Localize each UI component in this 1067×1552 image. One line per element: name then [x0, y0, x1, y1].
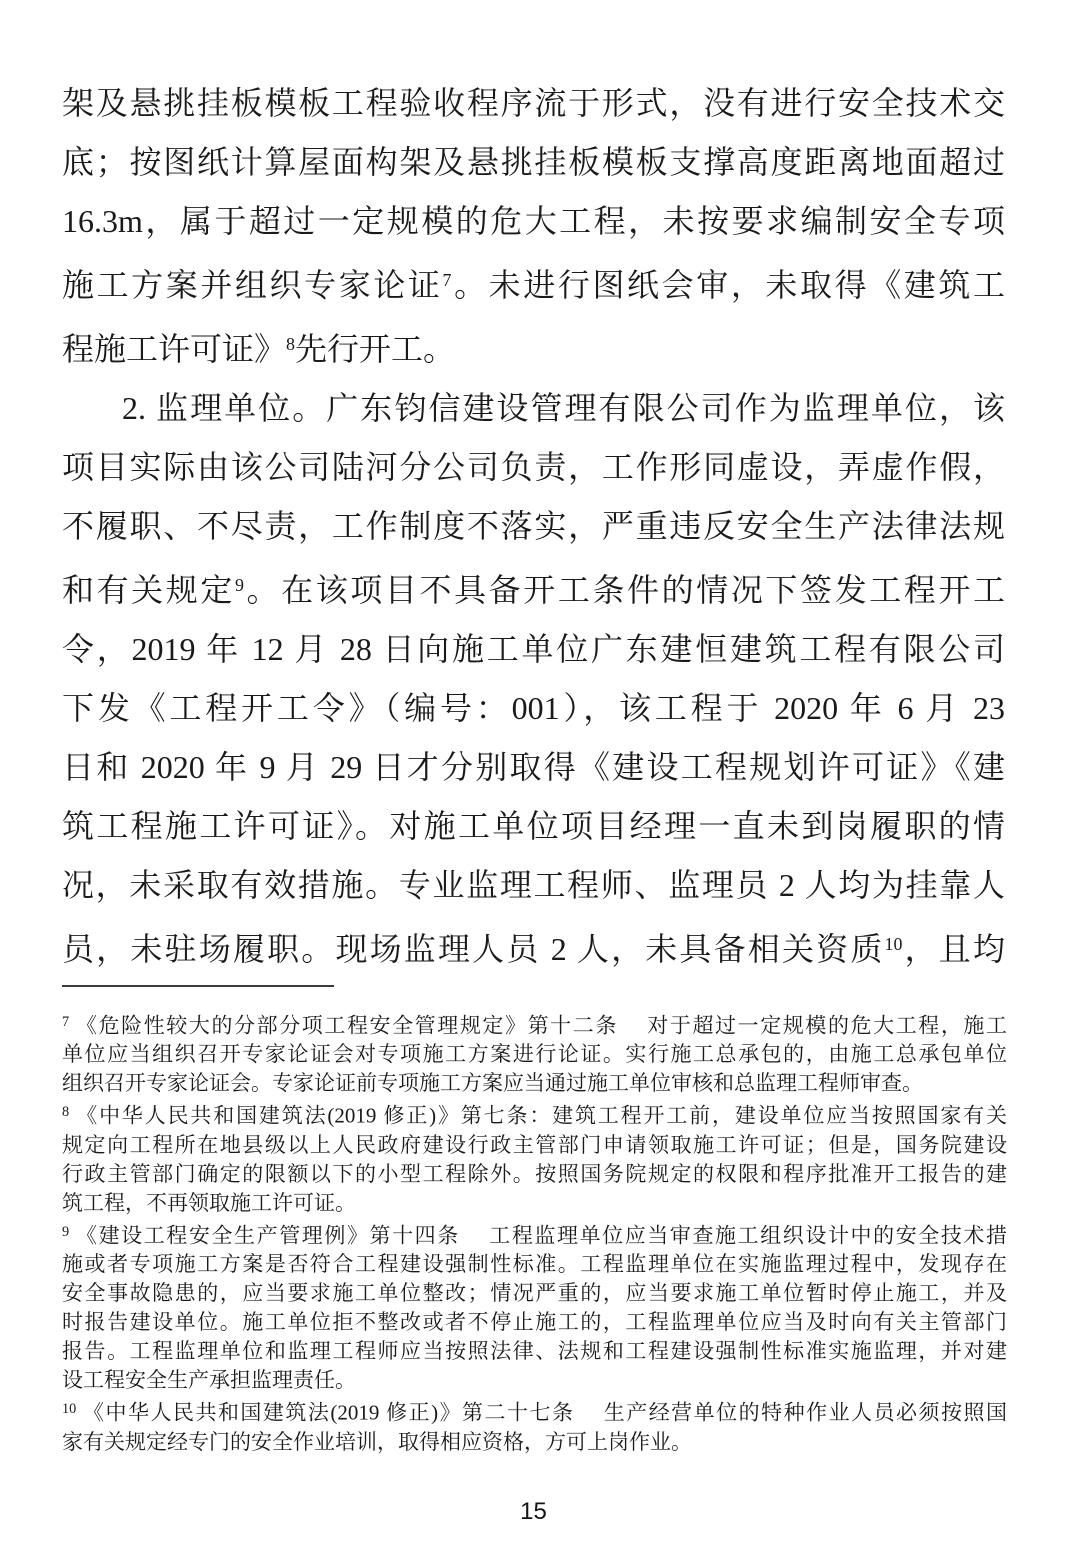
body-text-segment: 下发《工程开工令》（编号：001），该工程于 2020 年 6 月 23: [62, 689, 1005, 726]
footnote-line: 安全事故隐患的，应当要求施工单位整改；情况严重的，应当要求施工单位暂时停止施工，并及: [62, 1281, 1007, 1306]
footnote-line: 行政主管部门确定的限额以下的小型工程除外。按照国务院规定的权限和程序批准开工报告的建: [62, 1161, 1007, 1186]
footnotes-section: [62, 1008, 1007, 1457]
footnote-reference: 8: [286, 333, 295, 354]
body-line: [62, 379, 1005, 438]
body-text-segment: 底；按图纸计算屋面构架及悬挑挂板模板支撑高度距离地面超过: [62, 144, 1005, 180]
body-text-segment: 16.3m，属于超过一定规模的危大工程，未按要求编制安全专项: [62, 203, 1005, 239]
body-text-segment: 不履职、不尽责，工作制度不落实，严重违反安全生产法律法规: [62, 507, 1005, 544]
body-text-segment: ，且均: [902, 930, 1005, 967]
body-line: [62, 738, 1005, 797]
body-text-segment: 况，未采取有效措施。专业监理工程师、监理员 2 人均为挂靠人: [62, 866, 1005, 903]
body-text-segment: 员，未驻场履职。现场监理人员 2 人，未具备相关资质: [62, 930, 885, 967]
footnote-reference: 9: [234, 574, 244, 595]
footnote-line: $^9$ 《建设工程安全生产管理例》第十四条 工程监理单位应当审查施工组织设计中的安全技术措: [62, 1223, 1008, 1248]
body-text-segment: 架及悬挑挂板模板工程验收程序流于形式，没有进行安全技术交: [62, 85, 1005, 121]
footnote-line: 时报告建设单位。施工单位拒不整改或者不停止施工的，工程监理单位应当及时向有关主管部门: [62, 1310, 1007, 1335]
footnote-line: 家有关规定经专门的安全作业培训，取得相应资格，方可上岗作业。: [62, 1429, 692, 1454]
footnote-line: $^8$ 《中华人民共和国建筑法(2019 修正)》第七条：建筑工程开工前，建设单位应当按照国家有关: [62, 1103, 1008, 1128]
body-line: [62, 192, 1005, 251]
footnote-reference: 10: [884, 933, 903, 954]
body-text-segment: 先行开工。: [294, 330, 455, 367]
body-line: [62, 679, 1005, 738]
body-line: [62, 797, 1005, 856]
body-text-segment: 2. 监理单位。广东钧信建设管理有限公司作为监理单位，该: [122, 389, 1005, 426]
footnote-marker: 10: [62, 1401, 77, 1418]
footnote-marker: 7: [62, 1014, 70, 1030]
footnote-line: 单位应当组织召开专家论证会对专项施工方案进行论证。实行施工总承包的，由施工总承包单位: [62, 1042, 1007, 1067]
body-line: [62, 251, 1005, 315]
body-text: [62, 74, 1005, 978]
body-text-segment: 和有关规定: [62, 571, 235, 608]
body-line: [62, 74, 1005, 133]
body-text-segment: 施工方案并组织专家论证: [62, 266, 443, 303]
page-number: 15: [520, 1498, 547, 1525]
footnote-line: 设工程安全生产承担监理责任。: [62, 1368, 356, 1393]
footnote-reference: 7: [442, 270, 452, 290]
body-text-segment: 日和 2020 年 9 月 29 日才分别取得《建设工程规划许可证》《建: [62, 748, 1005, 785]
body-line: [62, 438, 1005, 497]
body-line: [62, 315, 1005, 379]
body-line: [62, 556, 1005, 620]
body-line: [62, 915, 1005, 979]
body-text-segment: 。在该项目不具备开工条件的情况下签发工程开工: [243, 571, 1005, 608]
footnote-marker: 9: [62, 1223, 70, 1240]
body-text-segment: 程施工许可证》: [62, 330, 287, 367]
footnote-separator: [62, 985, 334, 987]
footnote-line: 报告。工程监理单位和监理工程师应当按照法律、法规和工程建设强制性标准实施监理，并对建: [62, 1339, 1007, 1364]
footnote-line: $^{10}$ 《中华人民共和国建筑法(2019 修正)》第二十七条 生产经营单位的特种作业人员必须按照国: [62, 1400, 1008, 1425]
footnote-line: $^7$ 《危险性较大的分部分项工程安全管理规定》第十二条 对于超过一定规模的危大工程，施工: [62, 1013, 1008, 1038]
footnote-marker: 8: [62, 1104, 70, 1121]
footnote-line: 筑工程，不再领取施工许可证。: [62, 1190, 356, 1215]
body-line: [62, 133, 1005, 192]
body-text-segment: 。未进行图纸会审，未取得《建筑工: [451, 266, 1005, 303]
body-line: [62, 497, 1005, 556]
footnote-line: 规定向工程所在地县级以上人民政府建设行政主管部门申请领取施工许可证；但是，国务院建设: [62, 1132, 1007, 1157]
footnote-line: 施或者专项施工方案是否符合工程建设强制性标准。工程监理单位在实施监理过程中，发现存在: [62, 1252, 1007, 1277]
body-text-segment: 筑工程施工许可证》。对施工单位项目经理一直未到岗履职的情: [62, 807, 1005, 844]
body-line: [62, 856, 1005, 915]
body-text-segment: 项目实际由该公司陆河分公司负责，工作形同虚设，弄虚作假，: [62, 448, 1005, 485]
body-text-segment: 令，2019 年 12 月 28 日向施工单位广东建恒建筑工程有限公司: [62, 630, 1005, 667]
footnote-line: 组织召开专家论证会。专家论证前专项施工方案应当通过施工单位审核和总监理工程师审查。: [62, 1071, 923, 1096]
body-line: [62, 620, 1005, 679]
